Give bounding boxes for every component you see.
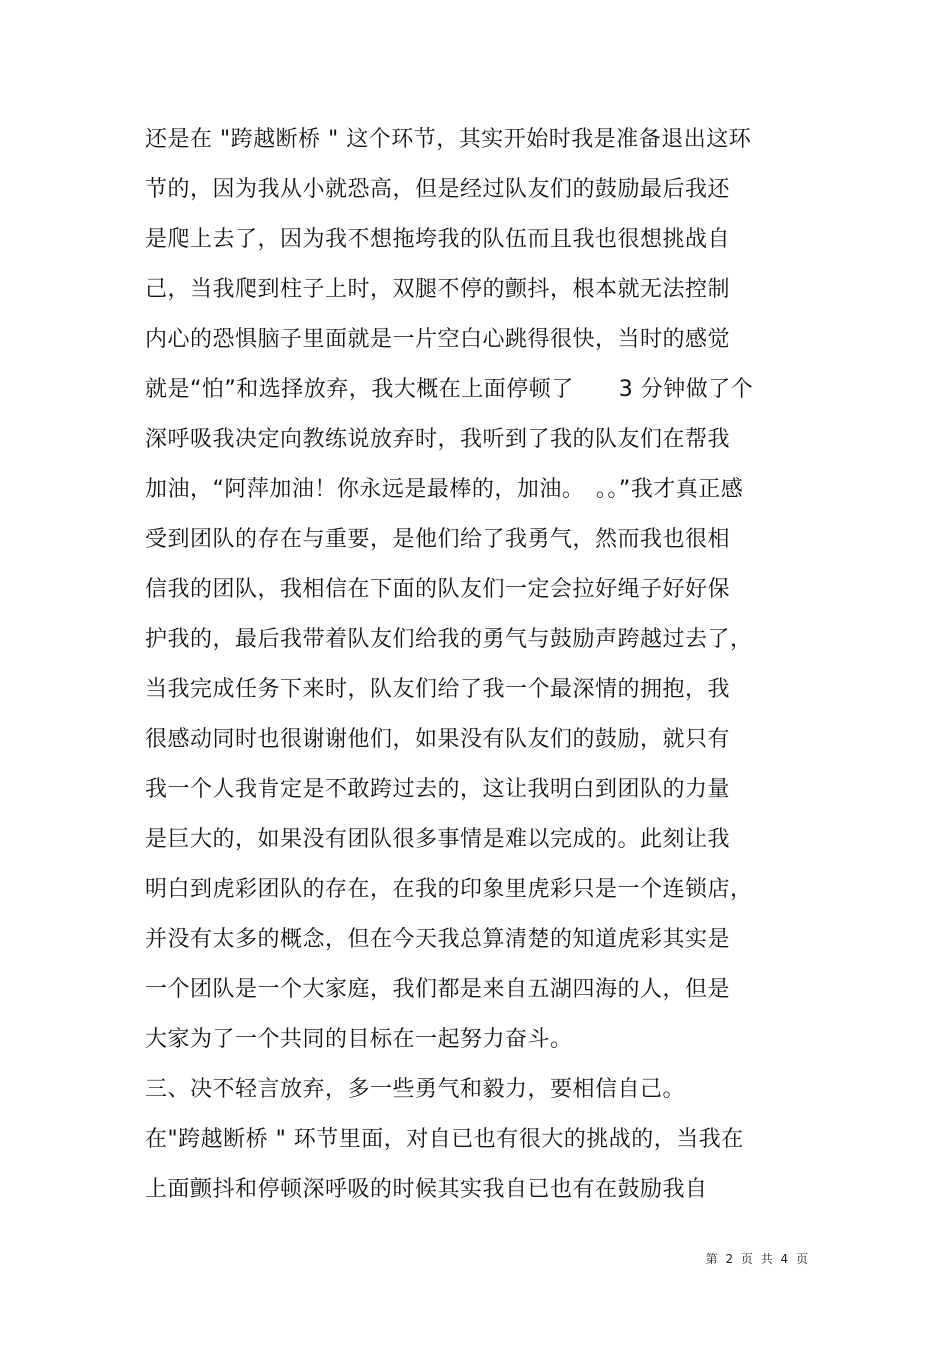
page-number: 第 2 页 共 4 页: [705, 1252, 810, 1266]
text-line: 并没有太多的概念，但在今天我总算清楚的知道虎彩其实是: [145, 927, 731, 952]
text-line: 大家为了一个共同的目标在一起努力奋斗。: [145, 1027, 573, 1052]
text-line: 受到团队的存在与重要，是他们给了我勇气，然而我也很相: [145, 527, 731, 552]
text-line: 就是“怕”和选择放弃，我大概在上面停顿了 3 分钟做了个: [145, 377, 754, 402]
text-line: 加油，“阿萍加油！你永远是最棒的，加油。 。。”我才真正感: [145, 477, 744, 502]
text-line: 一个团队是一个大家庭，我们都是来自五湖四海的人，但是: [145, 977, 731, 1002]
text-line: 上面颤抖和停顿深呼吸的时候其实我自已也有在鼓励我自: [145, 1177, 708, 1202]
text-line: 己，当我爬到柱子上时，双腿不停的颤抖，根本就无法控制: [145, 277, 731, 302]
text-line: 节的，因为我从小就恐高，但是经过队友们的鼓励最后我还: [145, 177, 731, 202]
text-line: 还是在 "跨越断桥 " 这个环节，其实开始时我是准备退出这环: [145, 127, 752, 152]
text-line: 内心的恐惧脑子里面就是一片空白心跳得很快，当时的感觉: [145, 327, 731, 352]
text-line: 深呼吸我决定向教练说放弃时，我听到了我的队友们在帮我: [145, 427, 731, 452]
text-line: 明白到虎彩团队的存在，在我的印象里虎彩只是一个连锁店，: [145, 877, 753, 902]
text-line: 当我完成任务下来时，队友们给了我一个最深情的拥抱，我: [145, 677, 731, 702]
text-line: 是巨大的，如果没有团队很多事情是难以完成的。此刻让我: [145, 827, 731, 852]
text-line: 护我的，最后我带着队友们给我的勇气与鼓励声跨越过去了，: [145, 627, 753, 652]
text-line: 是爬上去了，因为我不想拖垮我的队伍而且我也很想挑战自: [145, 227, 731, 252]
section-heading: 三、决不轻言放弃，多一些勇气和毅力，要相信自己。: [145, 1077, 686, 1102]
body-text: [145, 123, 805, 1223]
text-line: 很感动同时也很谢谢他们，如果没有队友们的鼓励，就只有: [145, 727, 731, 752]
text-line: 我一个人我肯定是不敢跨过去的，这让我明白到团队的力量: [145, 777, 731, 802]
text-line: 在"跨越断桥 " 环节里面，对自已也有很大的挑战的，当我在: [145, 1127, 744, 1152]
text-line: 信我的团队，我相信在下面的队友们一定会拉好绳子好好保: [145, 577, 731, 602]
